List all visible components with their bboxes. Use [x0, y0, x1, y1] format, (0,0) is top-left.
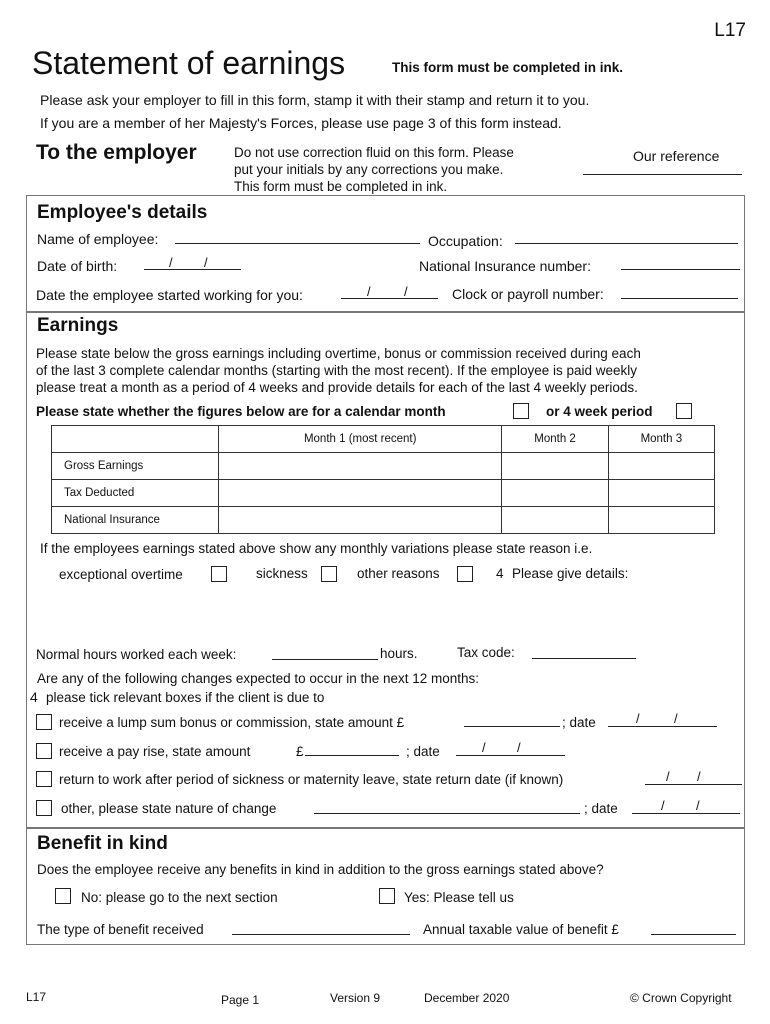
dob-label: Date of birth:: [37, 258, 118, 274]
start-sep-2: /: [404, 284, 408, 299]
employer-note-3: This form must be completed in ink.: [234, 179, 448, 194]
gross-month-3-cell[interactable]: [608, 453, 714, 480]
lump-sum-amount-field[interactable]: [464, 726, 560, 727]
table-row: [52, 480, 715, 507]
other-sep-1: /: [661, 798, 665, 813]
calendar-month-checkbox[interactable]: [513, 403, 529, 419]
start-date-field[interactable]: [341, 298, 438, 299]
clock-field[interactable]: [621, 298, 738, 299]
lump-sum-date-label: ; date: [562, 715, 596, 730]
other-change-date-label: ; date: [584, 801, 618, 816]
employer-heading: To the employer: [36, 141, 197, 164]
benefit-no-label: No: please go to the next section: [81, 890, 278, 905]
return-date-field[interactable]: [645, 784, 742, 785]
ni-month-3-cell[interactable]: [608, 507, 714, 534]
tick-note: please tick relevant boxes if the client is due to: [46, 690, 325, 705]
return-sep-2: /: [697, 769, 701, 784]
tax-month-3-cell[interactable]: [608, 480, 714, 507]
overtime-checkbox[interactable]: [211, 566, 227, 582]
table-corner: [52, 426, 219, 453]
column-header-month-3: Month 3: [608, 426, 714, 453]
hours-unit: hours.: [380, 646, 418, 661]
earnings-table: [51, 425, 715, 534]
footer-copyright: © Crown Copyright: [630, 991, 732, 1005]
dob-field[interactable]: [144, 269, 241, 270]
arrow-icon: 4: [496, 566, 504, 581]
return-work-label: return to work after period of sickness or maternity leave, state return date (if known): [59, 772, 564, 787]
benefit-no-checkbox[interactable]: [55, 888, 71, 904]
occupation-field[interactable]: [515, 243, 738, 244]
period-question: Please state whether the figures below are for a calendar month: [36, 404, 446, 419]
other-change-checkbox[interactable]: [36, 800, 52, 816]
hours-field[interactable]: [272, 659, 378, 660]
period-alt-label: or 4 week period: [546, 404, 653, 419]
earnings-para-3: please treat a month as a period of 4 weeks and provide details for each of the last 4 weekly periods.: [36, 380, 638, 395]
tax-month-1-cell[interactable]: [219, 480, 502, 507]
four-week-checkbox[interactable]: [676, 403, 692, 419]
benefit-value-field[interactable]: [651, 934, 736, 935]
sickness-label: sickness: [256, 566, 308, 581]
table-row: [52, 453, 715, 480]
gross-month-2-cell[interactable]: [502, 453, 608, 480]
pay-rise-amount-field[interactable]: [305, 755, 399, 756]
lump-sep-2: /: [674, 711, 678, 726]
row-label-ni: National Insurance: [52, 507, 219, 534]
other-change-date-field[interactable]: [632, 813, 740, 814]
lump-sep-1: /: [636, 711, 640, 726]
name-label: Name of employee:: [37, 231, 159, 247]
lump-sum-checkbox[interactable]: [36, 714, 52, 730]
rise-sep-2: /: [517, 740, 521, 755]
name-field[interactable]: [175, 243, 420, 244]
rise-sep-1: /: [482, 740, 486, 755]
footer-code: L17: [26, 990, 47, 1004]
lump-sum-date-field[interactable]: [608, 726, 717, 727]
occupation-label: Occupation:: [428, 233, 503, 249]
column-header-month-2: Month 2: [502, 426, 608, 453]
other-change-field[interactable]: [314, 813, 580, 814]
earnings-para-1: Please state below the gross earnings including overtime, bonus or commission received during each: [36, 346, 641, 361]
return-sep-1: /: [666, 769, 670, 784]
employer-note-2: put your initials by any corrections you make.: [234, 162, 504, 177]
benefit-type-label: The type of benefit received: [37, 922, 204, 937]
pay-rise-pound: £: [296, 744, 304, 759]
dob-sep-2: /: [204, 255, 208, 270]
pay-rise-date-label: ; date: [406, 744, 440, 759]
intro-line-2: If you are a member of her Majesty's Forces, please use page 3 of this form instead.: [40, 115, 562, 131]
pay-rise-date-field[interactable]: [456, 755, 565, 756]
lump-sum-label: receive a lump sum bonus or commission, state amount £: [59, 715, 405, 730]
benefit-yes-checkbox[interactable]: [379, 888, 395, 904]
reference-label: Our reference: [633, 148, 720, 164]
form-code: L17: [714, 20, 746, 41]
changes-question: Are any of the following changes expected to occur in the next 12 months:: [37, 671, 480, 686]
footer-version: Version 9: [330, 991, 381, 1005]
dob-sep-1: /: [169, 255, 173, 270]
column-header-month-1: Month 1 (most recent): [219, 426, 502, 453]
return-work-checkbox[interactable]: [36, 771, 52, 787]
variation-text: If the employees earnings stated above show any monthly variations please state reason i.e.: [40, 541, 593, 556]
employee-heading: Employee's details: [37, 202, 208, 223]
earnings-para-2: of the last 3 complete calendar months (starting with the most recent). If the employee is paid weekly: [36, 363, 638, 378]
page-title: Statement of earnings: [32, 45, 346, 81]
intro-line-1: Please ask your employer to fill in this form, stamp it with their stamp and return it to you.: [40, 92, 590, 108]
details-area[interactable]: [36, 590, 736, 640]
benefit-heading: Benefit in kind: [37, 833, 168, 854]
footer-page: Page 1: [221, 993, 260, 1007]
pay-rise-checkbox[interactable]: [36, 743, 52, 759]
row-label-tax: Tax Deducted: [52, 480, 219, 507]
tax-month-2-cell[interactable]: [502, 480, 608, 507]
benefit-yes-label: Yes: Please tell us: [404, 890, 514, 905]
tax-code-label: Tax code:: [457, 645, 515, 660]
arrow-icon-2: 4: [30, 689, 38, 705]
other-sep-2: /: [696, 798, 700, 813]
give-details-label: Please give details:: [512, 566, 629, 581]
hours-label: Normal hours worked each week:: [36, 647, 237, 662]
benefit-question: Does the employee receive any benefits in kind in addition to the gross earnings stated above?: [37, 862, 604, 877]
start-sep-1: /: [367, 284, 371, 299]
employer-note-1: Do not use correction fluid on this form. Please: [234, 145, 514, 160]
row-label-gross: Gross Earnings: [52, 453, 219, 480]
reference-field[interactable]: [583, 174, 742, 175]
ni-month-1-cell[interactable]: [219, 507, 502, 534]
ni-field[interactable]: [621, 269, 740, 270]
ni-month-2-cell[interactable]: [502, 507, 608, 534]
tax-code-field[interactable]: [532, 658, 636, 659]
table-header-row: [52, 426, 715, 453]
gross-month-1-cell[interactable]: [219, 453, 502, 480]
benefit-value-label: Annual taxable value of benefit £: [423, 922, 619, 937]
other-change-label: other, please state nature of change: [61, 801, 277, 816]
table-row: [52, 507, 715, 534]
earnings-heading: Earnings: [37, 315, 119, 336]
footer-date: December 2020: [424, 991, 510, 1005]
ink-notice: This form must be completed in ink.: [392, 60, 624, 75]
benefit-type-field[interactable]: [232, 934, 410, 935]
sickness-checkbox[interactable]: [321, 566, 337, 582]
other-reasons-checkbox[interactable]: [457, 566, 473, 582]
overtime-label: exceptional overtime: [59, 567, 183, 582]
other-reasons-label: other reasons: [357, 566, 440, 581]
start-date-label: Date the employee started working for you:: [36, 287, 303, 303]
clock-label: Clock or payroll number:: [452, 286, 604, 302]
ni-label: National Insurance number:: [419, 258, 591, 274]
pay-rise-label: receive a pay rise, state amount: [59, 744, 251, 759]
